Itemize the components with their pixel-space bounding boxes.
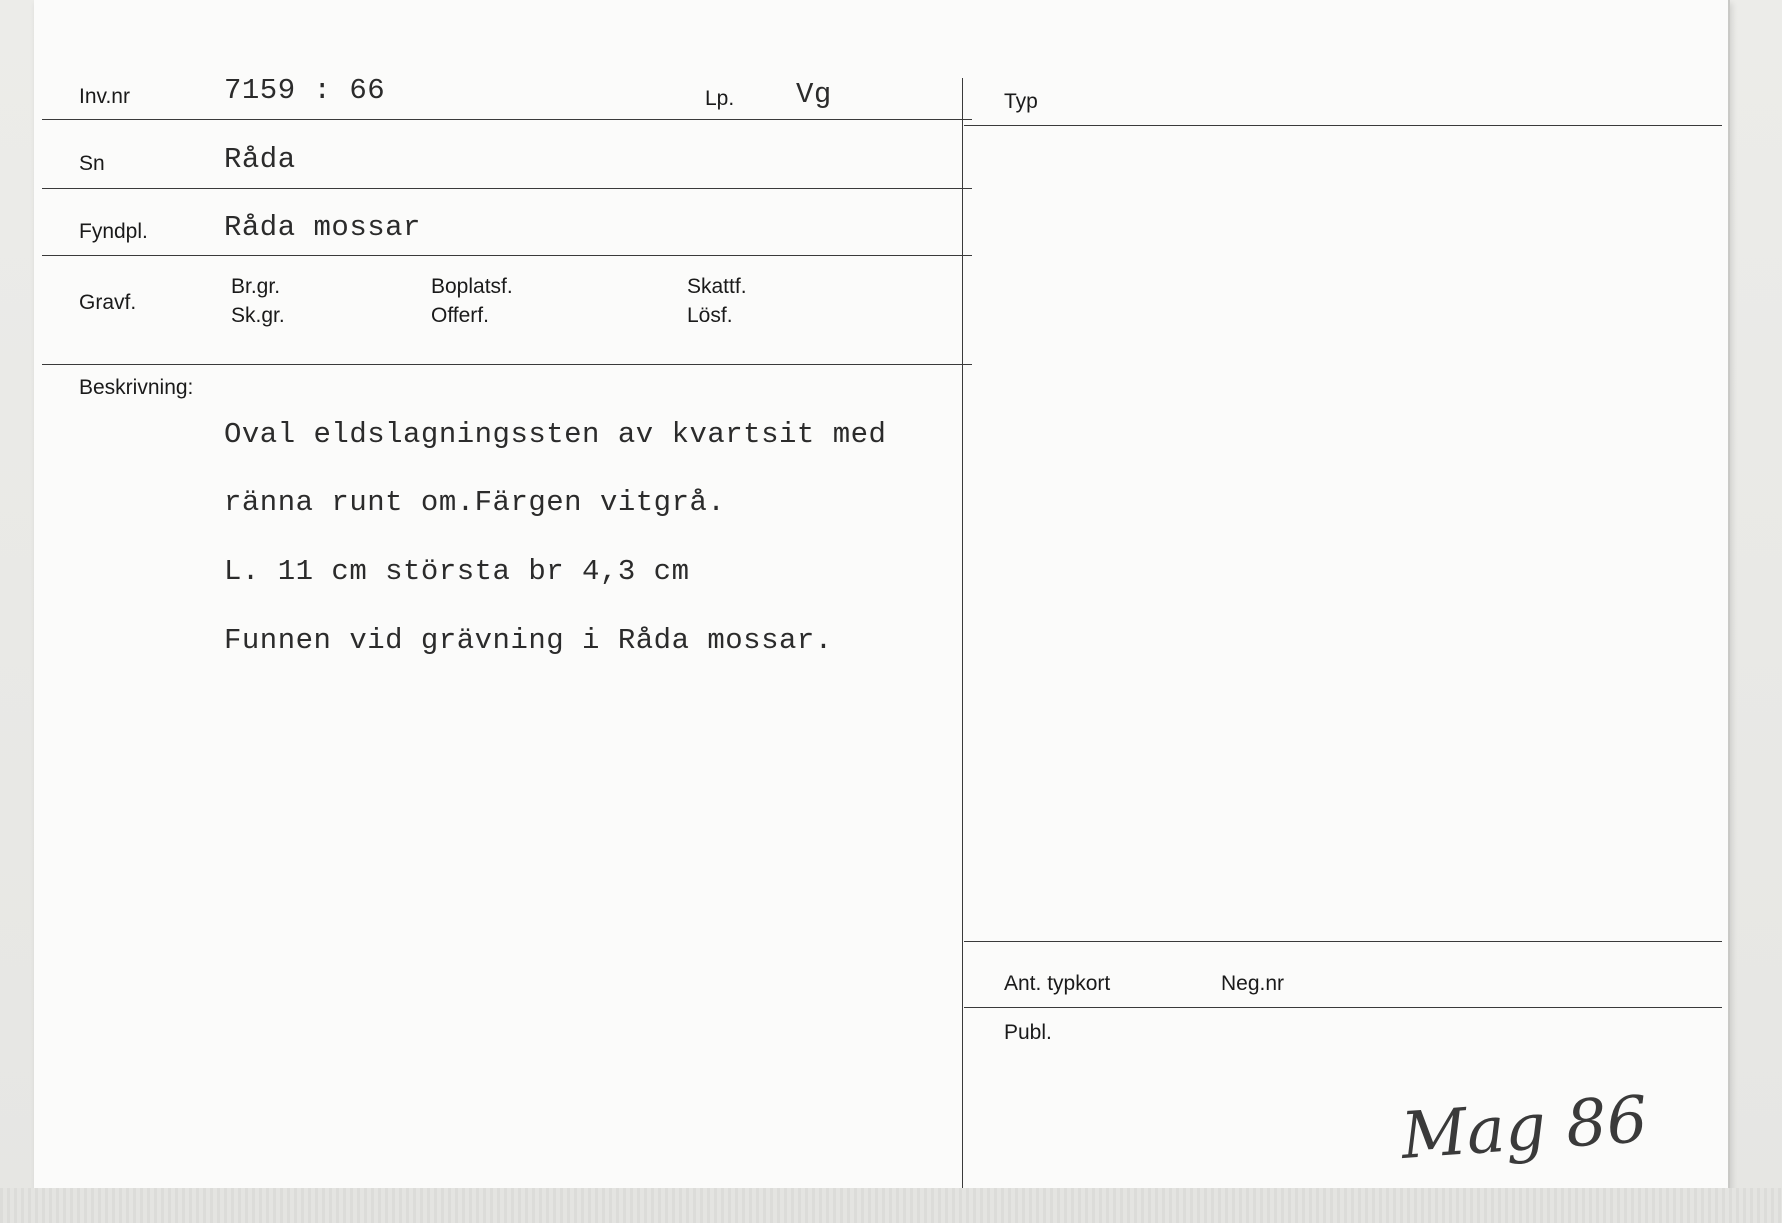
lp-label: Lp. (705, 87, 735, 110)
rule-gravf (42, 364, 972, 365)
scan-bottom-edge (0, 1188, 1782, 1223)
sn-value: Råda (224, 143, 296, 176)
brgr-label: Br.gr. (231, 275, 281, 298)
fyndpl-value: Råda mossar (224, 211, 421, 244)
rule-inv (42, 119, 972, 120)
rule-ant-typkort-bottom (964, 1007, 1722, 1008)
description-line-3: L. 11 cm största br 4,3 cm (224, 555, 690, 588)
handwritten-signature: Mag 86 (1398, 1082, 1650, 1174)
description-line-1: Oval eldslagningssten av kvartsit med (224, 418, 887, 451)
ant-typkort-label: Ant. typkort (1004, 972, 1111, 995)
losf-label: Lösf. (687, 304, 733, 327)
inv-nr-value: 7159 : 66 (224, 74, 386, 107)
sn-label: Sn (79, 152, 105, 175)
rule-sn (42, 188, 972, 189)
column-divider (962, 78, 963, 1190)
inv-nr-label: Inv.nr (79, 85, 130, 108)
rule-ant-typkort-top (964, 941, 1722, 942)
rule-typ (964, 125, 1722, 126)
rule-fyndpl (42, 255, 972, 256)
lp-value: Vg (796, 78, 832, 111)
description-line-4: Funnen vid grävning i Råda mossar. (224, 624, 833, 657)
beskrivning-label: Beskrivning: (79, 376, 194, 399)
skgr-label: Sk.gr. (231, 304, 285, 327)
offerf-label: Offerf. (431, 304, 489, 327)
fyndpl-label: Fyndpl. (79, 220, 148, 243)
publ-label: Publ. (1004, 1021, 1052, 1044)
gravf-label: Gravf. (79, 291, 137, 314)
neg-nr-label: Neg.nr (1221, 972, 1285, 995)
description-line-2: ränna runt om.Färgen vitgrå. (224, 486, 726, 519)
skattf-label: Skattf. (687, 275, 747, 298)
catalog-card (34, 0, 1730, 1192)
typ-label: Typ (1004, 90, 1038, 113)
boplatsf-label: Boplatsf. (431, 275, 513, 298)
